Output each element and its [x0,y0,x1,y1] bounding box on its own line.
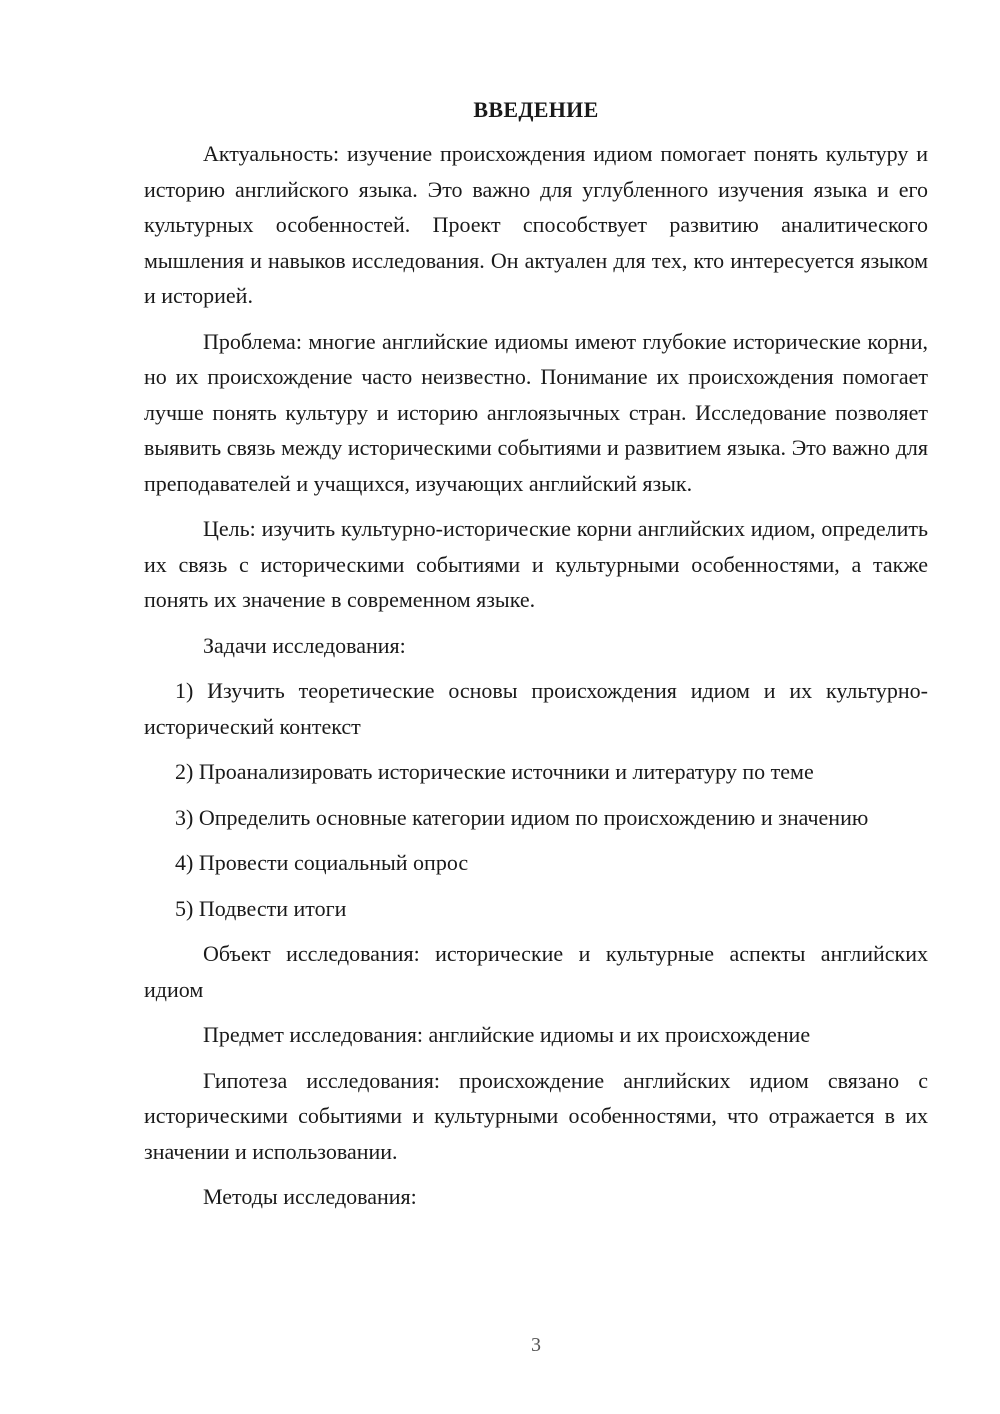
task-item-5: 5) Подвести итоги [175,895,347,921]
page-number: 3 [531,1334,541,1356]
task-item-1: 1) Изучить теоретические основы происхождения идиом и их культурно-исторический контекст [144,678,928,739]
paragraph-subject: Предмет исследования: английские идиомы и их происхождение [203,1022,811,1047]
paragraph-relevance: Актуальность: изучение происхождения идиом помогает понять культуру и историю английского языка. Это важно для углубленного изучения языка и его культурных особенностей. Проект способствует развитию аналитического мышления и навыков исследования. Он актуален для тех, кто интересуется языком и историей. [144,141,928,308]
paragraph-object: Объект исследования: исторические и культурные аспекты английских идиом [144,941,928,1002]
task-item-4: 4) Провести социальный опрос [175,850,469,875]
paragraph-methods: Методы исследования: [203,1184,417,1209]
paragraph-hypothesis: Гипотеза исследования: происхождение английских идиом связано с историческими событиями и культурными особенностями, что отражается в их значении и использовании. [144,1067,928,1164]
tasks-heading: Задачи исследования: [203,632,406,658]
task-item-3: 3) Определить основные категории идиом по происхождению и значению [175,804,869,830]
page-title: ВВЕДЕНИЕ [473,97,599,122]
paragraph-goal: Цель: изучить культурно-исторические корни английских идиом, определить их связь с историческими событиями и культурными особенностями, а также понять их значение в современном языке. [144,516,928,612]
document-page [144,96,928,1225]
paragraph-problem: Проблема: многие английские идиомы имеют глубокие исторические корни, но их происхождение часто неизвестно. Понимание их происхождения помогает лучше понять культуру и историю англоязычных стран. Исследование позволяет выявить связь между историческими событиями и развитием языка. Это важно для преподавателей и учащихся, изучающих английский язык. [144,328,928,496]
task-item-2: 2) Проанализировать исторические источники и литературу по теме [175,759,814,784]
